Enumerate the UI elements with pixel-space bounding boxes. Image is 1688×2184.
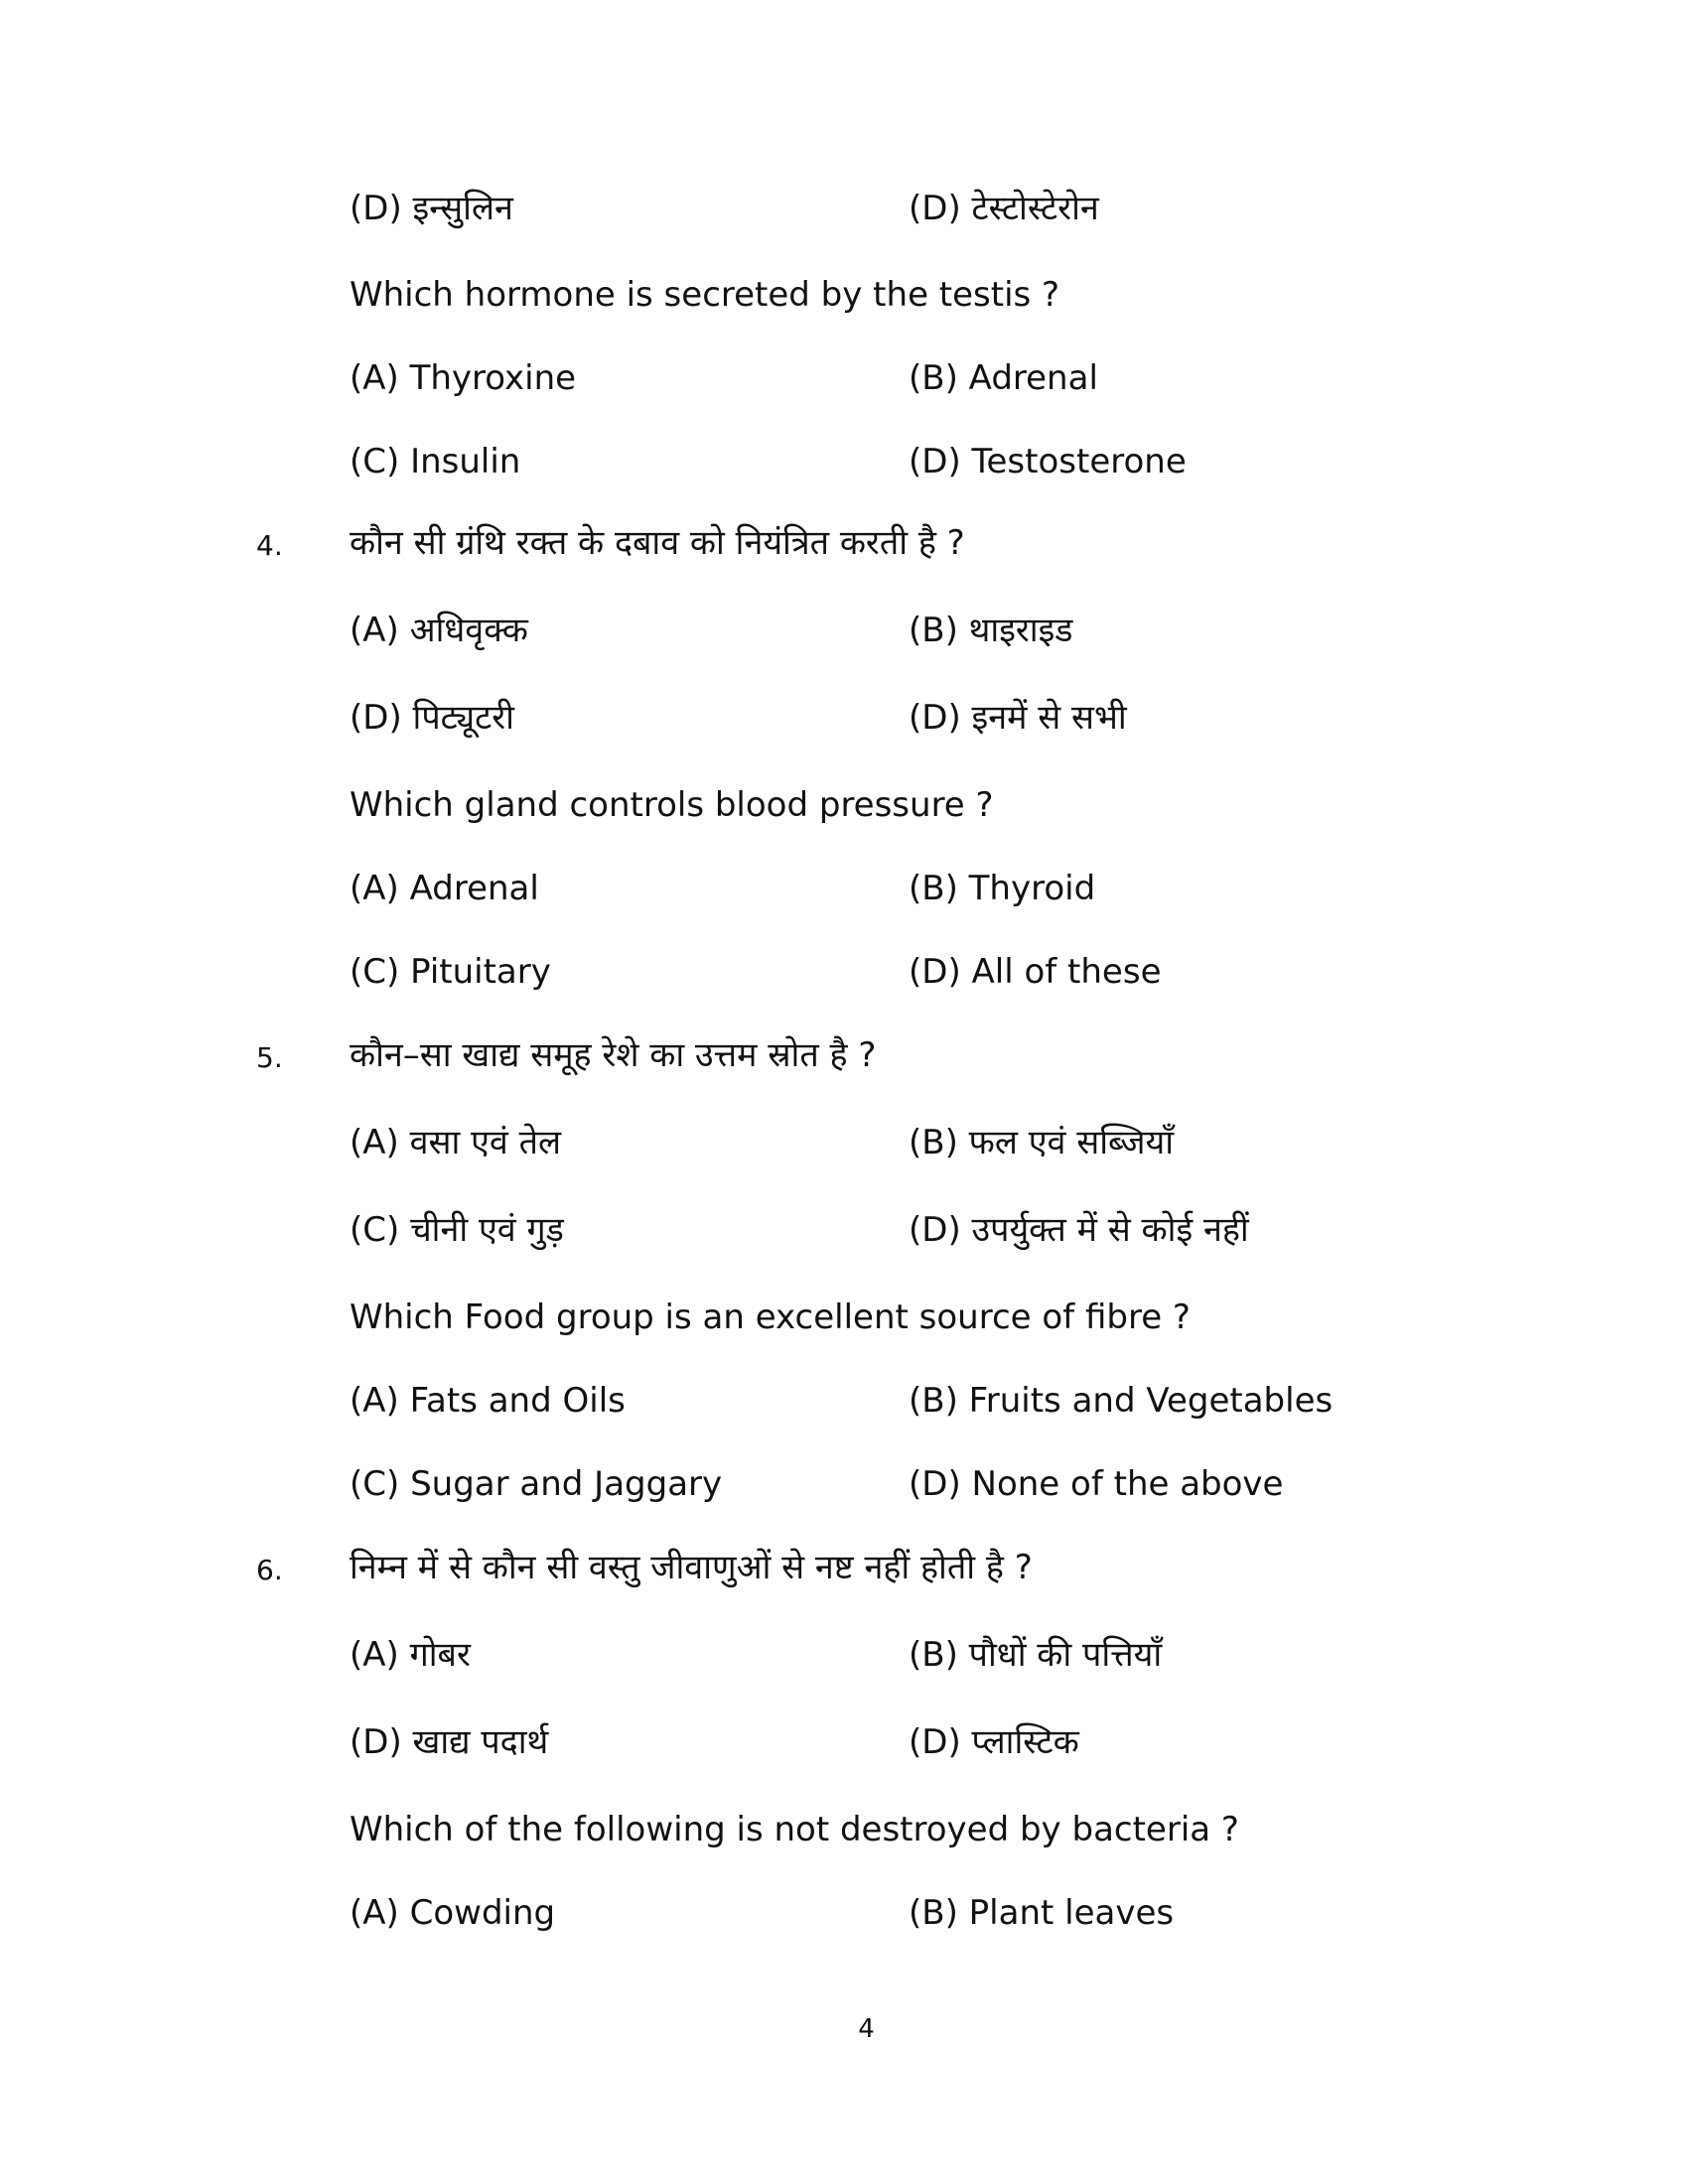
q3-option-d: (D) Testosterone (909, 442, 1187, 481)
q4-en-option-c: (C) Pituitary (350, 952, 551, 992)
question-6-hindi: निम्न में से कौन सी वस्तु जीवाणुओं से नष्ट नहीं होती है ? (350, 1548, 1033, 1587)
q5-hi-option-d: (D) उपर्युक्त में से कोई नहीं (909, 1210, 1249, 1250)
question-4-english: Which gland controls blood pressure ? (350, 785, 994, 825)
q5-en-option-a: (A) Fats and Oils (350, 1381, 626, 1421)
page-number: 4 (858, 2014, 875, 2044)
question-number-4: 4. (256, 529, 283, 562)
question-3-english: Which hormone is secreted by the testis ? (350, 275, 1060, 315)
question-5-hindi: कौन–सा खाद्य समूह रेशे का उत्तम स्रोत है ? (350, 1035, 877, 1075)
question-number-5: 5. (256, 1041, 283, 1074)
question-4-hindi: कौन सी ग्रंथि रक्त के दबाव को नियंत्रित करती है ? (350, 523, 965, 563)
q5-en-option-c: (C) Sugar and Jaggary (350, 1464, 723, 1504)
q5-hi-option-c: (C) चीनी एवं गुड़ (350, 1210, 564, 1250)
q4-hi-option-a: (A) अधिवृक्क (350, 611, 528, 650)
option-d-hindi-insulin: (D) इन्सुलिन (350, 189, 513, 228)
q4-en-option-b: (B) Thyroid (909, 869, 1096, 908)
q6-hi-option-b: (B) पौधों की पत्तियाँ (909, 1635, 1163, 1675)
q3-option-b: (B) Adrenal (909, 358, 1098, 398)
q4-hi-option-c: (D) पिट्यूटरी (350, 698, 514, 738)
question-6-english: Which of the following is not destroyed by bacteria ? (350, 1810, 1239, 1849)
q6-en-option-b: (B) Plant leaves (909, 1893, 1175, 1933)
q6-hi-option-c: (D) खाद्य पदार्थ (350, 1722, 549, 1762)
q5-hi-option-b: (B) फल एवं सब्जियाँ (909, 1123, 1174, 1162)
q5-en-option-b: (B) Fruits and Vegetables (909, 1381, 1334, 1421)
q4-en-option-a: (A) Adrenal (350, 869, 539, 908)
q4-hi-option-d: (D) इनमें से सभी (909, 698, 1127, 738)
q5-en-option-d: (D) None of the above (909, 1464, 1284, 1504)
q4-hi-option-b: (B) थाइराइड (909, 611, 1073, 650)
q6-hi-option-a: (A) गोबर (350, 1635, 471, 1675)
q3-option-c: (C) Insulin (350, 442, 521, 481)
question-5-english: Which Food group is an excellent source of fibre ? (350, 1297, 1191, 1337)
q5-hi-option-a: (A) वसा एवं तेल (350, 1123, 562, 1162)
question-number-6: 6. (256, 1554, 283, 1586)
q6-hi-option-d: (D) प्लास्टिक (909, 1722, 1079, 1762)
q3-option-a: (A) Thyroxine (350, 358, 577, 398)
q4-en-option-d: (D) All of these (909, 952, 1162, 992)
option-d-hindi-testosterone: (D) टेस्टोस्टेरोन (909, 189, 1099, 228)
q6-en-option-a: (A) Cowding (350, 1893, 556, 1933)
